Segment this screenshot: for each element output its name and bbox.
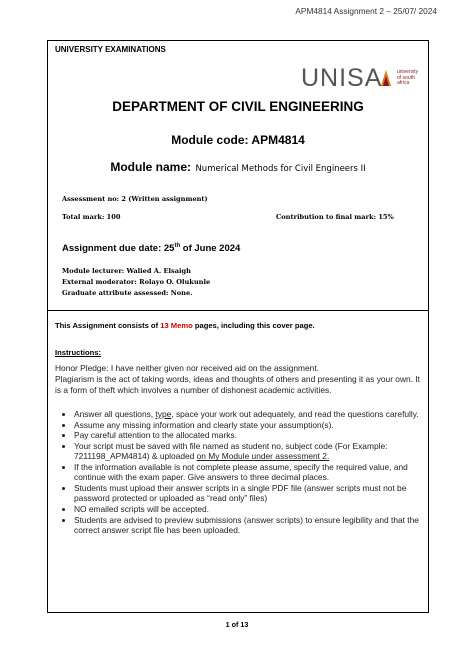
page-count-statement <box>55 321 315 330</box>
memo-page-count: 13 Memo <box>160 321 193 330</box>
university-examinations-label: UNIVERSITY EXAMINATIONS <box>55 45 166 54</box>
list-item: • If the information available is not complete please assume, specify the required value, and continue with the exam paper. Give answers to three decimal places. <box>74 462 434 482</box>
list-item <box>74 441 434 461</box>
unisa-logo <box>301 64 423 92</box>
instructions-heading: Instructions: <box>55 348 101 357</box>
unisa-bird-icon <box>379 68 393 88</box>
department-title: DEPARTMENT OF CIVIL ENGINEERING <box>112 99 364 114</box>
instructions-list <box>62 409 434 535</box>
due-date-ordinal: th <box>174 243 181 249</box>
cover-box <box>47 40 429 613</box>
my-module-underlined: on My Module under assessment 2. <box>196 451 330 462</box>
module-code: Module code: APM4814 <box>171 133 305 147</box>
plagiarism-statement: Plagiarism is the act of taking words, ideas and thoughts of others and presenting it as your own. It is a form of theft which involves a number of dishonest academic activities. <box>55 374 420 395</box>
contribution-to-final-mark: Contribution to final mark: 15% <box>276 213 394 221</box>
list-item: • Assume any missing information and clearly state your assumption(s). <box>74 420 434 430</box>
module-name-label: Module name: <box>110 160 191 174</box>
assessment-number: Assessment no: 2 (Written assignment) <box>62 195 208 203</box>
graduate-attribute: Graduate attribute assessed: None. <box>62 289 193 297</box>
logo-line1: university <box>397 69 419 75</box>
module-lecturer: Module lecturer: Walied A. Elsaigh <box>62 267 191 275</box>
module-name-value: Numerical Methods for Civil Engineers II <box>195 164 366 174</box>
logo-line2: of south africa <box>397 74 415 86</box>
section-divider <box>48 310 428 311</box>
consists-pre: This Assignment consists of <box>55 321 161 330</box>
bullet-text: Answer all questions, <box>74 409 156 419</box>
due-date <box>62 243 240 254</box>
page-header: APM4814 Assignment 2 – 25/07/ 2024 <box>295 6 437 16</box>
list-item: • Students are advised to preview submissions (answer scripts) to ensure legibility and that the correct answer script file has been uploaded. <box>74 515 434 535</box>
due-date-prefix: Assignment due date: 25 <box>62 243 175 255</box>
module-name <box>48 158 428 176</box>
external-moderator: External moderator: Rolayo O. Olukunle <box>62 278 211 286</box>
consists-post: pages, including this cover page. <box>192 321 315 330</box>
logo-subtitle <box>397 70 423 87</box>
type-underlined: type <box>155 409 172 419</box>
bullet-text: , space your work out adequately, and read the questions carefully. <box>171 409 419 419</box>
list-item: • Students must upload their answer scripts in a single PDF file (answer scripts must not be password protected or uploaded as “read only” files) <box>74 483 434 503</box>
bullet-text: Your script must be saved with file named as student no, subject code (For Example: 7211198_APM4814) & uploaded <box>74 441 388 462</box>
logo-wordmark: UNISA <box>301 64 383 92</box>
list-item: • Pay careful attention to the allocated marks. <box>74 430 434 440</box>
page-number: 1 of 13 <box>225 620 249 629</box>
list-item: • NO emailed scripts will be accepted. <box>74 504 434 514</box>
total-mark: Total mark: 100 <box>62 213 121 221</box>
due-date-suffix: of June 2024 <box>180 243 241 255</box>
honor-pledge: Honor Pledge: I have neither given nor received aid on the assignment. <box>55 363 319 373</box>
list-item <box>74 409 434 419</box>
